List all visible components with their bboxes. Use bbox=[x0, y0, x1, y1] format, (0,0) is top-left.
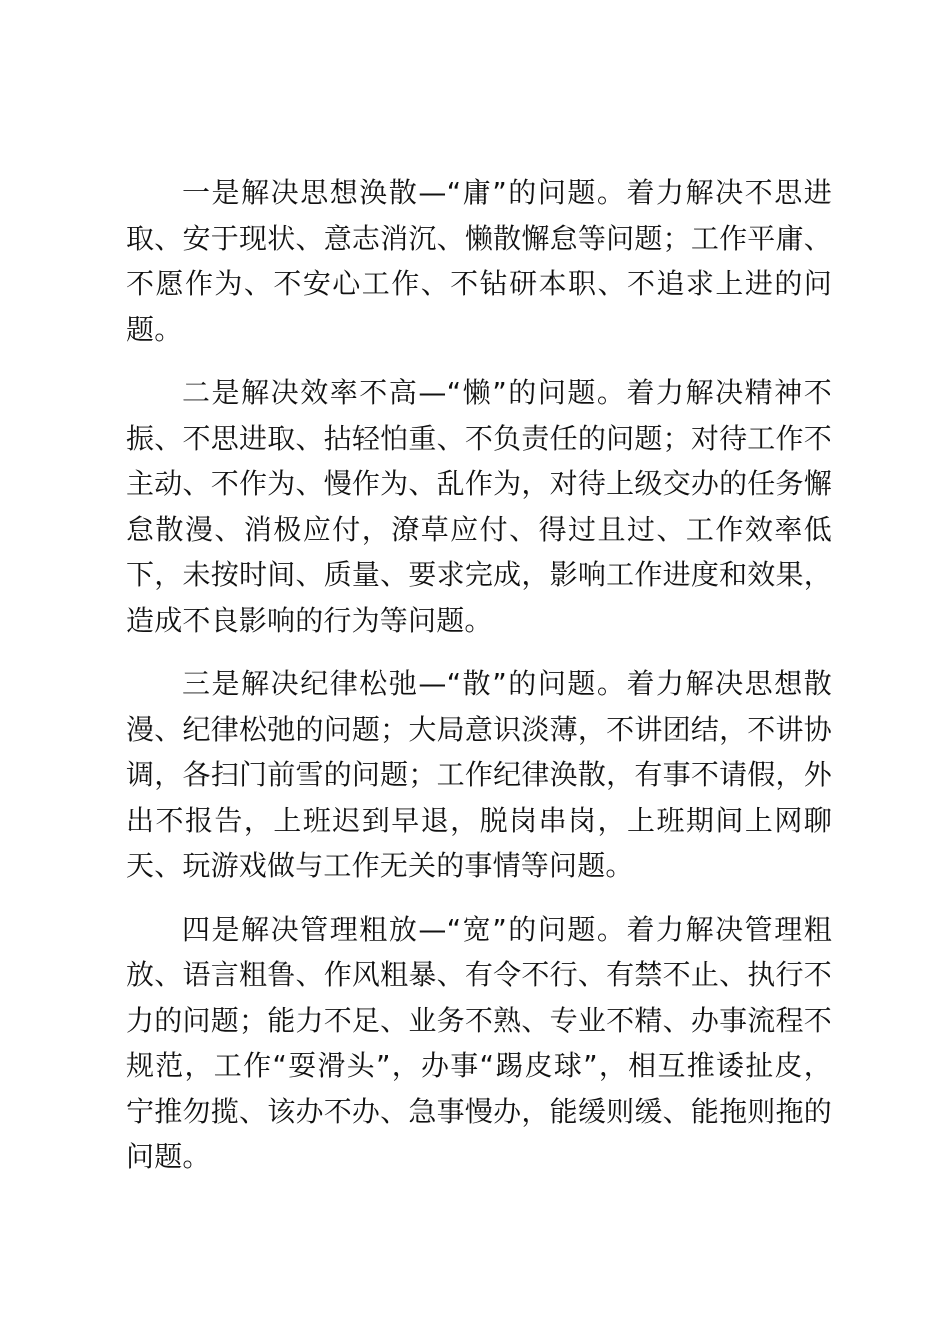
paragraph-san: 三是解决纪律松弛—“散”的问题。着力解决思想散漫、纪律松弛的问题；大局意识淡薄，不讲团结，不讲协调，各扫门前雪的问题；工作纪律涣散，有事不请假，外出不报告，上班迟到早退，脱岗串岗，上班期间上网聊天、玩游戏做与工作无关的事情等问题。 bbox=[126, 667, 832, 882]
document-body bbox=[126, 170, 832, 1198]
paragraph-lan: 二是解决效率不高—“懒”的问题。着力解决精神不振、不思进取、拈轻怕重、不负责任的问题；对待工作不主动、不作为、慢作为、乱作为，对待上级交办的任务懈怠散漫、消极应付，潦草应付、得过且过、工作效率低下，未按时间、质量、要求完成，影响工作进度和效果，造成不良影响的行为等问题。 bbox=[126, 376, 832, 637]
paragraph-yong: 一是解决思想涣散—“庸”的问题。着力解决不思进取、安于现状、意志消沉、懒散懈怠等问题；工作平庸、不愿作为、不安心工作、不钻研本职、不追求上进的问题。 bbox=[126, 176, 832, 346]
paragraph-kuan: 四是解决管理粗放—“宽”的问题。着力解决管理粗放、语言粗鲁、作风粗暴、有令不行、有禁不止、执行不力的问题；能力不足、业务不熟、专业不精、办事流程不规范，工作“耍滑头”，办事“踢皮球”，相互推诿扯皮，宁推勿揽、该办不办、急事慢办，能缓则缓、能拖则拖的问题。 bbox=[126, 912, 832, 1173]
